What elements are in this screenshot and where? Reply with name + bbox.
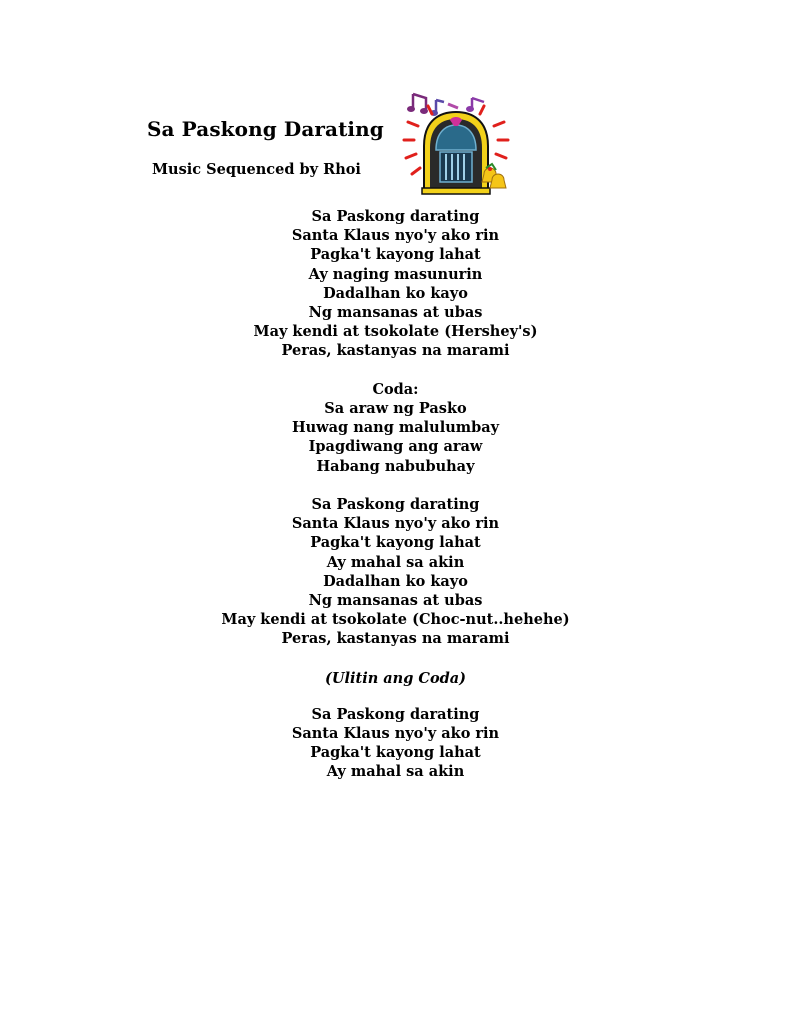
lyric-line: Pagka't kayong lahat <box>310 534 481 552</box>
lyric-line: Santa Klaus nyo'y ako rin <box>291 515 500 533</box>
lyric-line: Peras, kastanyas na marami <box>281 630 510 648</box>
music-credit: Music Sequenced by Rhoi <box>152 161 361 178</box>
lyric-line: Ng mansanas at ubas <box>308 304 483 322</box>
lyric-line: Santa Klaus nyo'y ako rin <box>291 227 500 245</box>
lyric-line: Ay mahal sa akin <box>326 763 465 781</box>
lyric-line: Dadalhan ko kayo <box>323 572 468 590</box>
stanza-1 <box>0 207 791 361</box>
lyric-line: Dadalhan ko kayo <box>323 284 468 302</box>
lyric-line: Santa Klaus nyo'y ako rin <box>291 725 500 743</box>
lyric-line: Pagka't kayong lahat <box>310 744 481 762</box>
repeat-note: (Ulitin ang Coda) <box>324 669 467 687</box>
stanza-final <box>0 705 791 782</box>
lyric-line: Huwag nang malulumbay <box>291 419 500 437</box>
lyric-line: Habang nabubuhay <box>316 457 475 475</box>
lyric-line: Ipagdiwang ang araw <box>308 438 483 456</box>
lyric-line: Sa araw ng Pasko <box>324 400 467 418</box>
lyric-line: Pagka't kayong lahat <box>310 246 481 264</box>
lyrics <box>0 207 791 801</box>
lyric-line: Ng mansanas at ubas <box>308 592 483 610</box>
lyric-line: Sa Paskong darating <box>311 705 480 723</box>
lyric-line: Peras, kastanyas na marami <box>281 342 510 360</box>
song-title: Sa Paskong Darating <box>147 117 384 141</box>
lyric-line: Ay naging masunurin <box>308 265 483 283</box>
jukebox-icon <box>400 90 512 202</box>
lyric-line: May kendi at tsokolate (Hershey's) <box>253 323 538 341</box>
lyric-line: May kendi at tsokolate (Choc-nut..hehehe) <box>221 611 570 629</box>
lyric-line: Ay mahal sa akin <box>326 553 465 571</box>
stanza-coda <box>0 380 791 476</box>
lyric-line: Sa Paskong darating <box>311 496 480 514</box>
coda-heading: Coda: <box>372 380 419 398</box>
lyric-line: Sa Paskong darating <box>311 208 480 225</box>
stanza-2 <box>0 495 791 649</box>
